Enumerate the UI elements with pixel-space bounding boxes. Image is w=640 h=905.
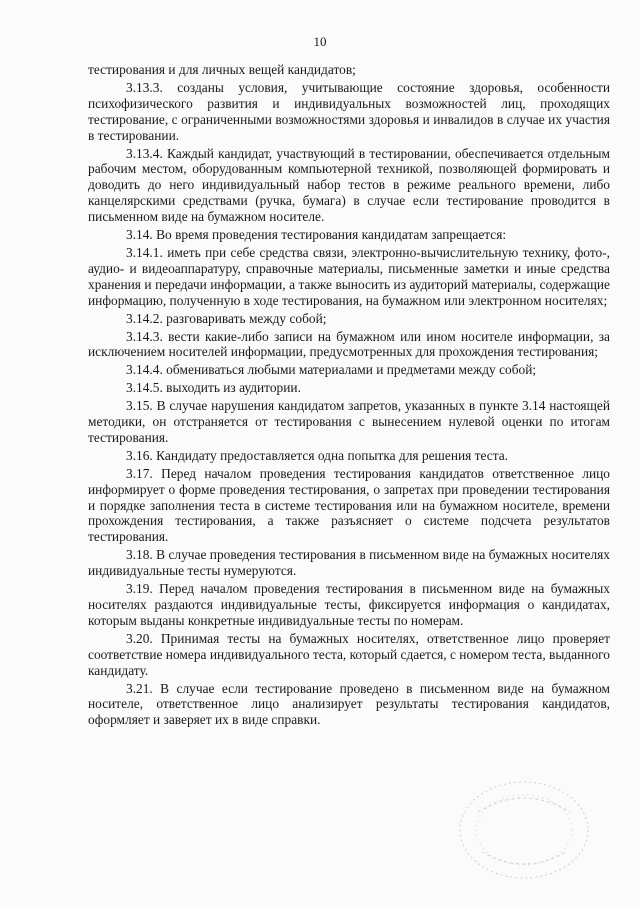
paragraph-3-13-3: 3.13.3. созданы условия, учитывающие состояние здоровья, особенности психофизического развития и индивидуальных возможностей лиц, проходящих тестирование, с ограниченными возможностями здоровья и инвалидов в случае их участия в тестировании. [88, 79, 610, 143]
paragraph-3-14-3: 3.14.3. вести какие-либо записи на бумажном или ином носителе информации, за исключением носителей информации, предусмотренных для прохождения тестирования; [88, 328, 610, 360]
paragraph-3-16: 3.16. Кандидату предоставляется одна попытка для решения теста. [126, 447, 509, 463]
page-number: 10 [313, 34, 327, 49]
paragraph-3-14-5: 3.14.5. выходить из аудитории. [126, 380, 301, 396]
document-body [88, 62, 610, 730]
paragraph-3-15: 3.15. В случае нарушения кандидатом запретов, указанных в пункте 3.14 настоящей методики, он отстраняется от тестирования с вынесением нулевой оценки по итогам тестирования. [88, 398, 610, 445]
paragraph-3-13-4: 3.13.4. Каждый кандидат, участвующий в тестировании, обеспечивается отдельным рабочим местом, оборудованным компьютерной техникой, позволяющей формировать и доводить до него индивидуальный набор тестов в режиме реального времени, либо канцелярскими средствами (ручка, бумага) в случае если тестирование проводится в письменном виде на бумажном носителе. [88, 145, 610, 225]
paragraph-3-14: 3.14. Во время проведения тестирования кандидатам запрещается: [126, 227, 507, 243]
paragraph-3-19: 3.19. Перед началом проведения тестирования в письменном виде на бумажных носителях раздаются индивидуальные тесты, фиксируется информация о кандидатах, которым выданы конкретные индивидуальные тесты по номерам. [88, 581, 610, 628]
paragraph-3-13-2-tail: тестирования и для личных вещей кандидатов; [88, 62, 356, 77]
paragraph-3-17: 3.17. Перед началом проведения тестирования кандидатов ответственное лицо информирует о форме проведения тестирования, о запретах при проведении тестирования и порядке заполнения теста в системе тестирования или на бумажном носителе, времени прохождения тестирования, а также разъясняет о системе подсчета результатов тестирования. [88, 465, 610, 545]
paragraph-3-14-2: 3.14.2. разговаривать между собой; [126, 310, 327, 326]
paragraph-3-14-4: 3.14.4. обмениваться любыми материалами и предметами между собой; [126, 362, 537, 378]
paragraph-3-14-1: 3.14.1. иметь при себе средства связи, электронно-вычислительную технику, фото-, аудио- и видеоаппаратуру, справочные материалы, письменные заметки и иные средства хранения и передачи информации, а также выносить из аудиторий материалы, содержащие информацию, полученную в ходе тестирования, на бумажном или электронном носителях; [88, 244, 610, 308]
seal-stamp-image [448, 772, 600, 884]
paragraph-3-18: 3.18. В случае проведения тестирования в письменном виде на бумажных носителях индивидуальные тесты нумеруются. [88, 547, 610, 579]
paragraph-3-21: 3.21. В случае если тестирование проведено в письменном виде на бумажном носителе, ответственное лицо анализирует результаты тестирования кандидатов, оформляет и заверяет их в виде справки. [88, 680, 610, 728]
paragraph-3-20: 3.20. Принимая тесты на бумажных носителях, ответственное лицо проверяет соответствие номера индивидуального теста, который сдается, с номером теста, выданного кандидату. [88, 630, 610, 678]
